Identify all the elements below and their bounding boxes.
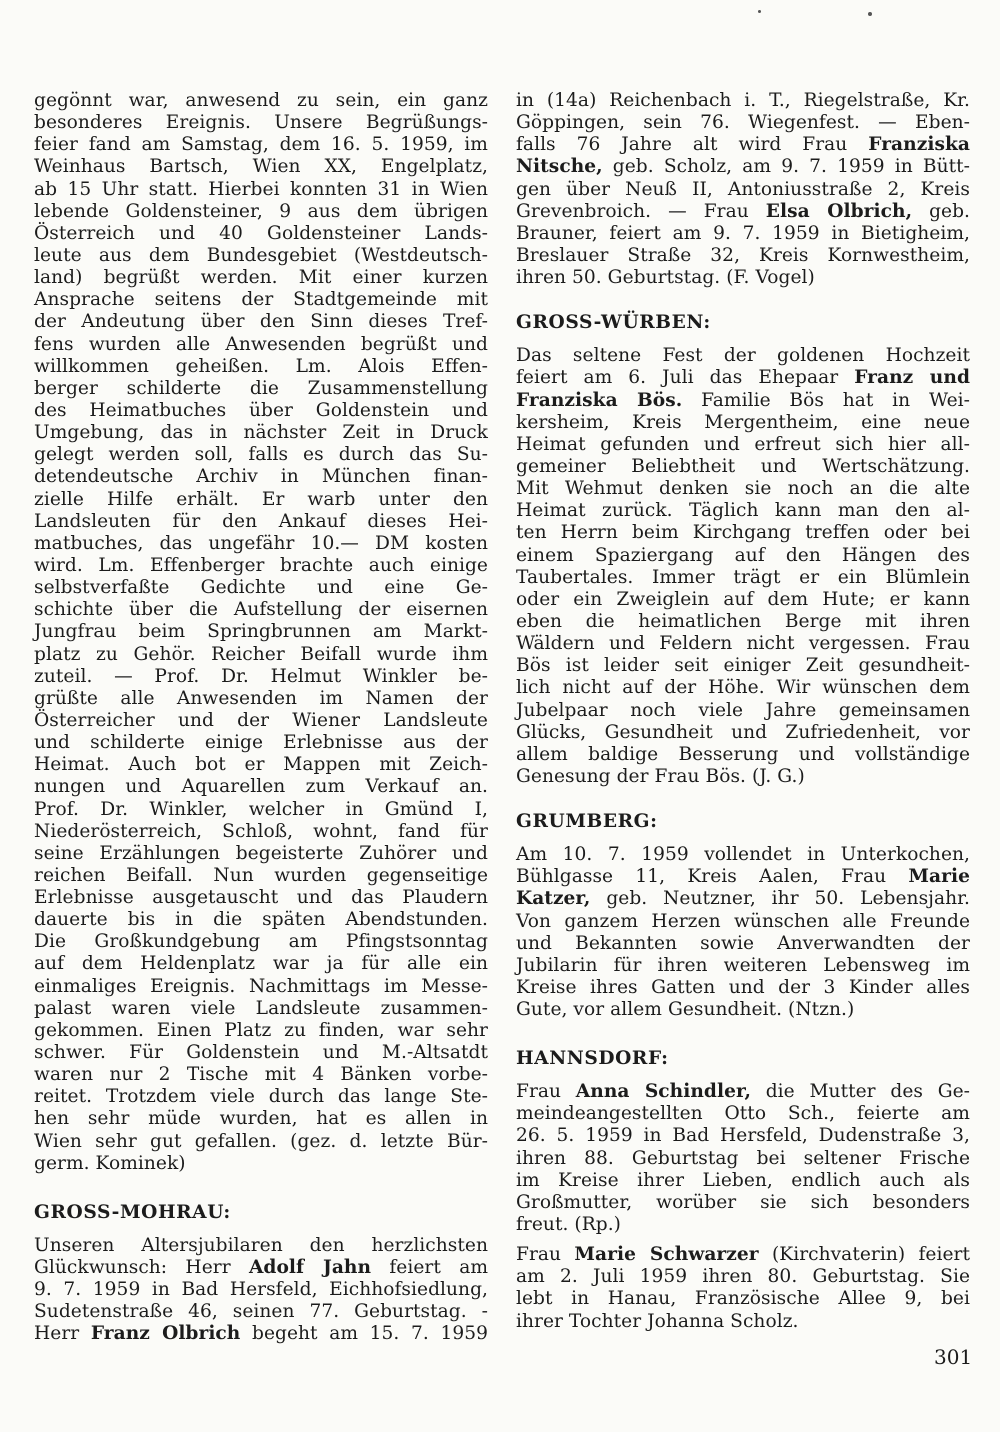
text-line: berger schilderte die Zusammenstellung (34, 377, 488, 399)
text-line: lebt in Hanau, Französische Allee 9, bei (516, 1288, 970, 1310)
text-line: Umgebung, das in nächster Zeit in Druck (34, 422, 488, 444)
text-line: gekommen. Einen Platz zu finden, war sehr (34, 1019, 488, 1041)
text-line: allem baldige Besserung und vollständige (516, 743, 970, 765)
scan-speck (758, 10, 761, 13)
text-line: meindeangestellten Otto Sch., feierte am (516, 1103, 970, 1125)
text-line: Niederösterreich, Schloß, wohnt, fand für (34, 820, 488, 842)
text-line: Mit Wehmut denken sie noch an die alte (516, 478, 970, 500)
person-name: Elsa Olbrich, (765, 200, 913, 222)
text-line: Die Großkundgebung am Pfingstsonntag (34, 931, 488, 953)
text-line: Österreicher und der Wiener Landsleute (34, 709, 488, 731)
text-line: Breslauer Straße 32, Kreis Kornwestheim, (516, 244, 970, 266)
text-line: Kreise ihres Gatten und der 3 Kinder alles (516, 976, 970, 998)
text-line: germ. Kominek) (34, 1152, 186, 1174)
person-name: Franz und (854, 367, 970, 389)
text-line: wird. Lm. Effenberger brachte auch einige (34, 554, 488, 576)
text-line: Glücks, Gesundheit und Zufriedenheit, vor (516, 721, 970, 743)
right-column (516, 90, 970, 1333)
person-name: Adolf Jahn (248, 1257, 372, 1279)
text-line: und schilderte einige Erlebnisse aus der (34, 732, 488, 754)
text-line: Großmutter, worüber sie sich besonders (516, 1191, 970, 1213)
text-line: Österreich und 40 Goldensteiner Lands- (34, 222, 488, 244)
text-line: platz zu Gehör. Reicher Beifall wurde ihm (34, 643, 488, 665)
text-line: Sudetenstraße 46, seinen 77. Geburtstag. - (34, 1301, 488, 1323)
text-line: Landsleuten für den Ankauf dieses Hei- (34, 510, 488, 532)
text-line: ihrer Tochter Johanna Scholz. (516, 1310, 799, 1332)
text-line: Das seltene Fest der goldenen Hochzeit (516, 345, 970, 367)
person-name: Franziska Bös. (516, 389, 683, 411)
text-line: zielle Hilfe erhält. Er warb unter den (34, 488, 488, 510)
text-line: Prof. Dr. Winkler, welcher in Gmünd I, (34, 798, 488, 820)
text-line: Heimat gefunden und erfreut sich hier all- (516, 433, 970, 455)
text-line: selbstverfaßte Gedichte und eine Ge- (34, 577, 488, 599)
text-line: grüßte alle Anwesenden im Namen der (34, 687, 488, 709)
text-line: im Kreise ihrer Lieben, endlich auch als (516, 1169, 970, 1191)
text-line: oder ein Zweiglein auf dem Hute; er kann (516, 588, 970, 610)
text-line: Von ganzem Herzen wünschen alle Freunde (516, 910, 970, 932)
text-line: freut. (Rp.) (516, 1214, 621, 1236)
person-name: Marie Schwarzer (574, 1244, 759, 1266)
text-line: Wäldern und Feldern nicht vergessen. Frau (516, 633, 970, 655)
text-line: kersheim, Kreis Mergentheim, eine neue (516, 411, 970, 433)
person-name: Nitsche, (516, 156, 603, 178)
text-line: 9. 7. 1959 in Bad Hersfeld, Eichhofsiedlung, (34, 1279, 488, 1301)
text-line: am 2. Juli 1959 ihren 80. Geburtstag. Sie (516, 1266, 970, 1288)
text-line: feier fand am Samstag, dem 16. 5. 1959, im (34, 134, 488, 156)
text-line: lebende Goldensteiner, 9 aus dem übrigen (34, 200, 488, 222)
text-line: Bühlgasse 11, Kreis Aalen, Frau Marie (516, 866, 970, 888)
text-line: Brauner, feiert am 9. 7. 1959 in Bietigheim, (516, 222, 970, 244)
text-line: land) begrüßt werden. Mit einer kurzen (34, 267, 488, 289)
text-line: Frau Marie Schwarzer (Kirchvaterin) feiert (516, 1244, 970, 1266)
text-line: schichte über die Aufstellung der eisernen (34, 599, 488, 621)
person-name: Marie (908, 866, 970, 888)
text-line: leute aus dem Bundesgebiet (Westdeutsch- (34, 244, 488, 266)
section-heading-hannsdorf: HANNSDORF: (516, 1048, 669, 1070)
text-line: nungen und Aquarellen zum Verkauf an. (34, 776, 488, 798)
text-line: reitet. Trotzdem viele durch das lange Ste- (34, 1086, 488, 1108)
text-line: matbuches, das ungefähr 10.— DM kosten (34, 532, 488, 554)
text-line: waren nur 2 Tische mit 4 Bänken vorbe- (34, 1064, 488, 1086)
text-line: falls 76 Jahre alt wird Frau Franziska (516, 134, 970, 156)
article-grumberg (516, 844, 970, 1021)
section-heading-gross-mohrau: GROSS-MOHRAU: (34, 1201, 231, 1223)
text-line: Weinhaus Bartsch, Wien XX, Engelplatz, (34, 156, 488, 178)
text-line: Am 10. 7. 1959 vollendet in Unterkochen, (516, 844, 970, 866)
text-line: Jubelpaar noch viele Jahre gemeinsamen (516, 699, 970, 721)
text-line: Katzer, geb. Neutzner, ihr 50. Lebensjahr. (516, 888, 970, 910)
person-name: Franziska (868, 134, 970, 156)
text-line: gelegt werden soll, falls es durch das Su- (34, 444, 488, 466)
text-line: Bös ist leider seit einiger Zeit gesundheit- (516, 655, 970, 677)
text-line: und Bekannten sowie Anverwandten der (516, 932, 970, 954)
article-gross-mohrau-continued (516, 90, 970, 289)
text-line: gemeiner Beliebtheit und Wertschätzung. (516, 455, 970, 477)
text-line: gegönnt war, anwesend zu sein, ein ganz (34, 90, 488, 111)
person-name: Anna Schindler, (575, 1081, 751, 1103)
text-line: Erlebnisse ausgetauscht und das Plaudern (34, 887, 488, 909)
text-line: Franziska Bös. Familie Bös hat in Wei- (516, 389, 970, 411)
section-heading-grumberg: GRUMBERG: (516, 811, 658, 833)
text-line: zuteil. — Prof. Dr. Helmut Winkler be- (34, 665, 488, 687)
text-line: eben die heimatlichen Berge mit ihren (516, 610, 970, 632)
text-line: Wien sehr gut gefallen. (gez. d. letzte Bür- (34, 1130, 488, 1152)
text-line: Genesung der Frau Bös. (J. G.) (516, 765, 805, 787)
text-line: Jubilarin für ihren weiteren Lebensweg im (516, 954, 970, 976)
article-gross-mohrau (34, 1235, 488, 1346)
text-line: einmaliges Ereignis. Nachmittags im Messe- (34, 975, 488, 997)
text-line: Nitsche, geb. Scholz, am 9. 7. 1959 in Bütt- (516, 156, 970, 178)
text-line: hen sehr müde wurden, hat es allen in (34, 1108, 488, 1130)
text-line: lich nicht auf der Höhe. Wir wünschen dem (516, 677, 970, 699)
text-line: fens wurden alle Anwesenden begrüßt und (34, 333, 488, 355)
text-line: Jungfrau beim Springbrunnen am Markt- (34, 621, 488, 643)
text-line: Göppingen, sein 76. Wiegenfest. — Eben- (516, 112, 970, 134)
text-line: 26. 5. 1959 in Bad Hersfeld, Dudenstraße 3, (516, 1125, 970, 1147)
left-column (34, 90, 488, 1346)
text-line: seine Erzählungen begeisterte Zuhörer und (34, 842, 488, 864)
text-line: ten Herrn beim Kirchgang treffen oder bei (516, 522, 970, 544)
text-line: Heimat. Auch bot er Mappen mit Zeich- (34, 754, 488, 776)
section-heading-gross-wuerben: GROSS-WÜRBEN: (516, 312, 711, 334)
text-line: Unseren Altersjubilaren den herzlichsten (34, 1234, 488, 1256)
text-line: gen über Neuß II, Antoniusstraße 2, Kreis (516, 178, 970, 200)
text-line: des Heimatbuches über Goldenstein und (34, 399, 488, 421)
text-line: Taubertales. Immer trägt er ein Blümlein (516, 566, 970, 588)
scan-speck (868, 12, 872, 16)
text-line: Gute, vor allem Gesundheit. (Ntzn.) (516, 999, 855, 1021)
text-line: detendeutsche Archiv in München finan- (34, 466, 488, 488)
text-line: Herr Franz Olbrich begeht am 15. 7. 1959 (34, 1323, 488, 1345)
text-line: reichen Beifall. Nun wurden gegenseitige (34, 864, 488, 886)
text-line: feiert am 6. Juli das Ehepaar Franz und (516, 367, 970, 389)
person-name: Katzer, (516, 888, 591, 910)
text-line: der Andeutung über den Sinn dieses Tref- (34, 311, 488, 333)
text-line: schwer. Für Goldenstein und M.-Altsatdt (34, 1042, 488, 1064)
text-line: Heimat zurück. Täglich kann man den al- (516, 500, 970, 522)
text-line: willkommen geheißen. Lm. Alois Effen- (34, 355, 488, 377)
text-line: ab 15 Uhr statt. Hierbei konnten 31 in Wien (34, 178, 488, 200)
text-line: Glückwunsch: Herr Adolf Jahn feiert am (34, 1257, 489, 1279)
article-hannsdorf (516, 1081, 970, 1333)
text-line: ihren 50. Geburtstag. (F. Vogel) (516, 267, 815, 289)
text-line: einem Spaziergang auf den Hängen des (516, 544, 970, 566)
text-line: dauerte bis in die späten Abendstunden. (34, 909, 488, 931)
text-line: in (14a) Reichenbach i. T., Riegelstraße, Kr. (516, 90, 970, 111)
text-line: ihren 88. Geburtstag bei seltener Frische (516, 1147, 970, 1169)
text-line: Frau Anna Schindler, die Mutter des Ge- (516, 1081, 970, 1103)
article-goldenstein-continued (34, 90, 488, 1175)
text-line: auf dem Heldenplatz war ja für alle ein (34, 953, 488, 975)
text-line: besonderes Ereignis. Unsere Begrüßungs- (34, 112, 488, 134)
text-line: Grevenbroich. — Frau Elsa Olbrich, geb. (516, 200, 971, 222)
article-gross-wuerben (516, 345, 970, 788)
page-number: 301 (934, 1345, 973, 1369)
text-line: Ansprache seitens der Stadtgemeinde mit (34, 289, 488, 311)
person-name: Franz Olbrich (90, 1323, 241, 1345)
text-line: palast waren viele Landsleute zusammen- (34, 997, 488, 1019)
